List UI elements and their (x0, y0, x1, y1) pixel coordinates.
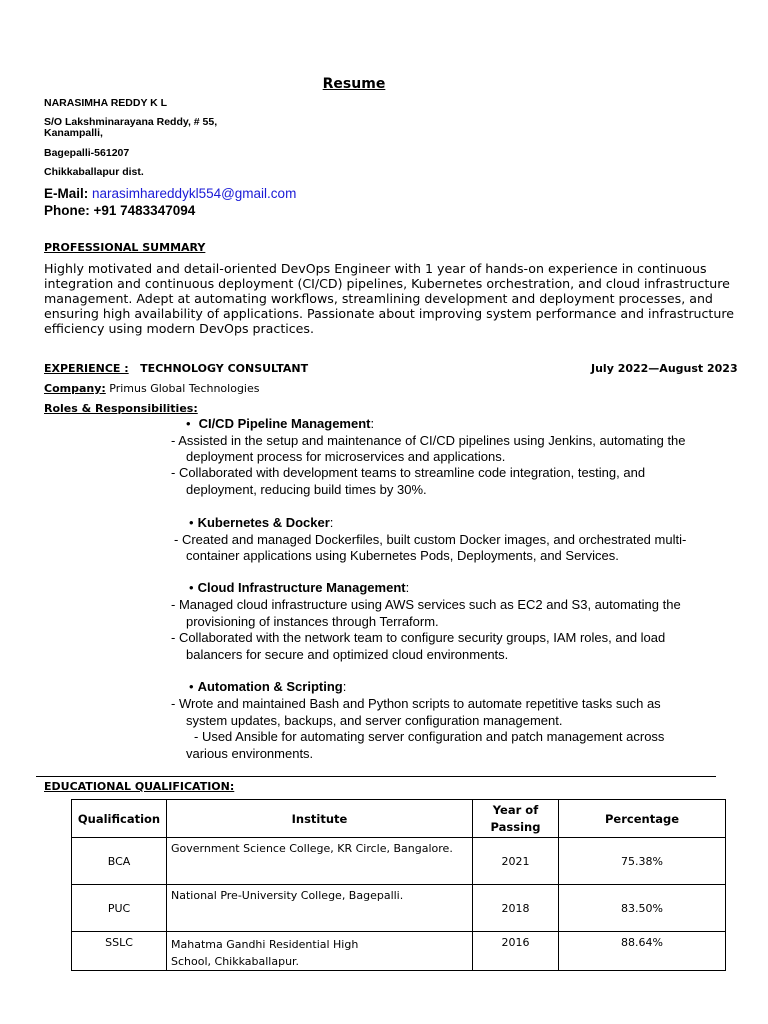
qualification-cell: SSLC (72, 932, 167, 971)
section-line: - Assisted in the setup and maintenance of CI/CD pipelines using Jenkins, automating the (171, 433, 686, 448)
institute-cell: Government Science College, KR Circle, Bangalore. (167, 838, 473, 885)
year-cell: 2016 (473, 932, 559, 971)
email-link[interactable]: narasimhareddykl554@gmail.com (92, 186, 297, 201)
section-cloud-title: • Cloud Infrastructure Management: (189, 580, 410, 595)
section-divider (36, 776, 716, 777)
section-line: - Created and managed Dockerfiles, built custom Docker images, and orchestrated multi- (174, 532, 687, 547)
section-line: - Collaborated with development teams to streamline code integration, testing, and (171, 465, 646, 480)
institute-cell: National Pre-University College, Bagepalli. (167, 885, 473, 932)
section-line: - Used Ansible for automating server configuration and patch management across (194, 729, 665, 744)
experience-heading: EXPERIENCE : (44, 362, 129, 375)
table-row (72, 932, 726, 971)
qualification-cell: PUC (72, 885, 167, 932)
experience-dates: July 2022—August 2023 (591, 362, 738, 375)
summary-text: Highly motivated and detail-oriented DevOps Engineer with 1 year of hands-on experience in continuous integration and continuous deployment (CI/CD) pipelines, Kubernetes orchestration, and cloud infrastructure management. Adept at automating workflows, streamlining development and deployment processes, and ensuring high availability of applications. Passionate about improving system performance and infrastructure efficiency using modern DevOps practices. (44, 261, 734, 336)
section-automation-title: • Automation & Scripting: (189, 679, 347, 694)
qualification-cell: BCA (72, 838, 167, 885)
column-header: Percentage (559, 800, 726, 838)
address-line-3: Bagepalli-561207 (44, 147, 130, 159)
address-line-2: Kanampalli, (44, 127, 103, 139)
address-line-4: Chikkaballapur dist. (44, 166, 144, 178)
education-table (71, 799, 726, 971)
year-cell: 2018 (473, 885, 559, 932)
section-line: deployment, reducing build times by 30%. (186, 482, 427, 497)
table-header-row (72, 800, 726, 838)
percentage-cell: 75.38% (559, 838, 726, 885)
candidate-name: NARASIMHA REDDY K L (44, 97, 168, 109)
email-label: E-Mail: (44, 186, 93, 201)
section-cicd-title: • CI/CD Pipeline Management: (186, 416, 375, 431)
section-line: container applications using Kubernetes Pods, Deployments, and Services. (186, 548, 619, 563)
section-line: system updates, backups, and server configuration management. (186, 713, 563, 728)
section-line: - Managed cloud infrastructure using AWS services such as EC2 and S3, automating the (171, 597, 681, 612)
summary-heading: PROFESSIONAL SUMMARY (44, 241, 206, 254)
page-title: Resume (322, 76, 386, 92)
company-label: Company: (44, 382, 106, 395)
section-line: various environments. (186, 746, 314, 761)
email-line (44, 186, 296, 201)
address-line-1: S/O Lakshminarayana Reddy, # 55, (44, 116, 218, 128)
percentage-cell: 83.50% (559, 885, 726, 932)
experience-role: TECHNOLOGY CONSULTANT (140, 362, 309, 375)
table-row (72, 838, 726, 885)
roles-heading: Roles & Responsibilities: (44, 402, 198, 415)
section-line: provisioning of instances through Terraform. (186, 614, 439, 629)
year-cell: 2021 (473, 838, 559, 885)
section-line: - Wrote and maintained Bash and Python scripts to automate repetitive tasks such as (171, 696, 661, 711)
company-line (44, 382, 259, 395)
institute-cell: Mahatma Gandhi Residential High School, Chikkaballapur. (167, 932, 473, 971)
company-name: Primus Global Technologies (105, 382, 260, 395)
phone-line: Phone: +91 7483347094 (44, 203, 196, 218)
education-heading: EDUCATIONAL QUALIFICATION: (44, 780, 235, 793)
section-line: balancers for secure and optimized cloud environments. (186, 647, 509, 662)
column-header: Institute (167, 800, 473, 838)
section-line: deployment process for microservices and applications. (186, 449, 506, 464)
column-header: Year of Passing (473, 800, 559, 838)
column-header: Qualification (72, 800, 167, 838)
percentage-cell: 88.64% (559, 932, 726, 971)
experience-header (44, 362, 308, 375)
table-row (72, 885, 726, 932)
section-kubernetes-title: • Kubernetes & Docker: (189, 515, 334, 530)
section-line: - Collaborated with the network team to configure security groups, IAM roles, and load (171, 630, 666, 645)
